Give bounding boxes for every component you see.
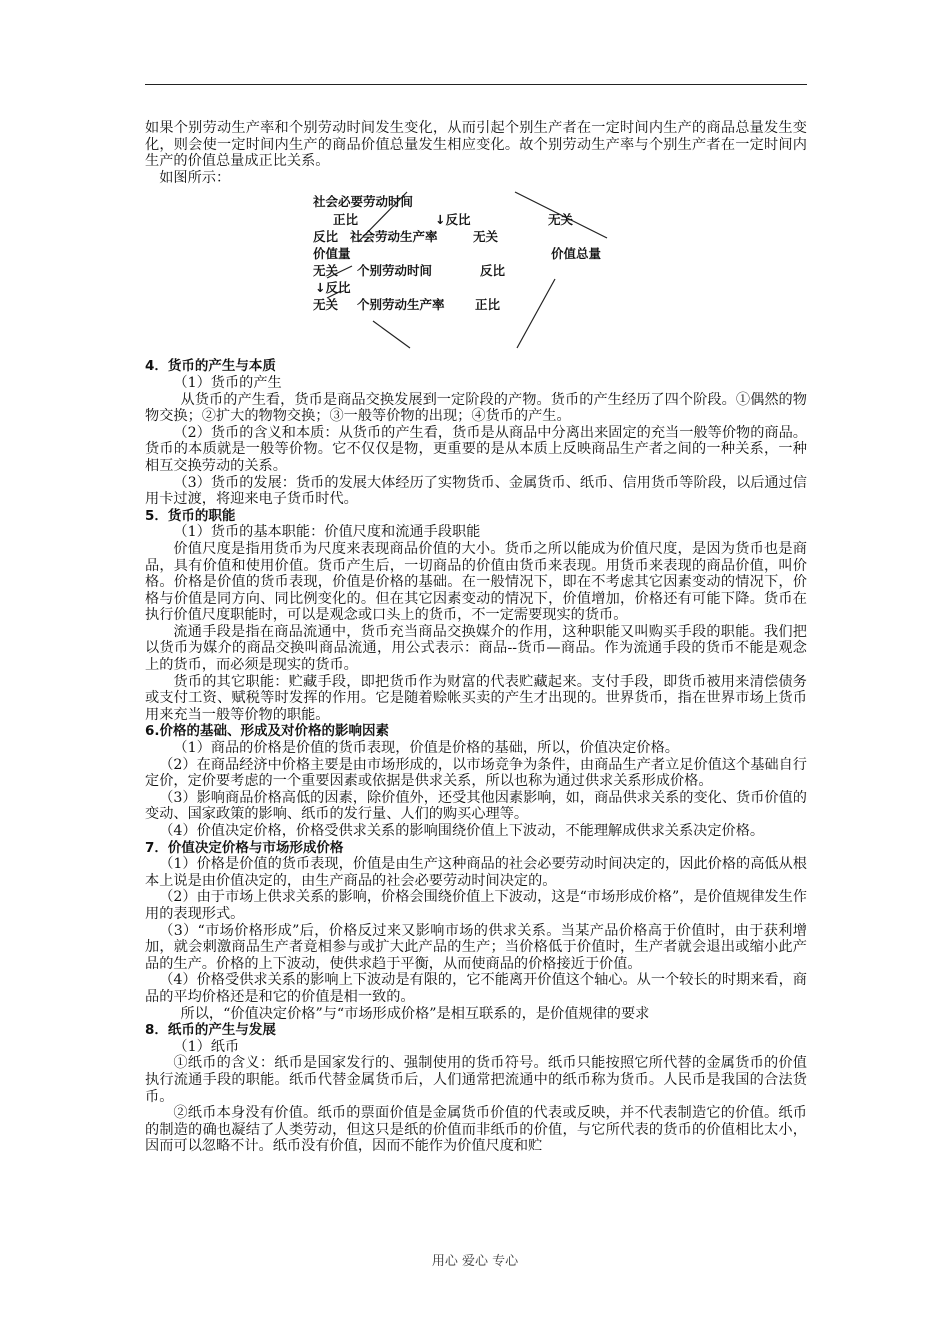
label-direct-proportion: 正比 — [333, 212, 359, 228]
section-5-heading: 5．货币的职能 — [145, 507, 236, 524]
section-6-heading: 6.价格的基础、形成及对价格的影响因素 — [145, 723, 390, 740]
section-7-paragraph: （2）由于市场上供求关系的影响，价格会围绕价值上下波动，这是“市场形成价格”，是价值规律发生作用的表现形式。 — [145, 889, 807, 922]
section-5-paragraph: 货币的其它职能：贮藏手段，即把货币作为财富的代表贮藏起来。支付手段，即货币被用来清偿债务或支付工资、赋税等时发挥的作用。它是随着赊帐买卖的产生才出现的。世界货币，指在世界市场上货币用来充当一般等价物的职能。 — [145, 673, 807, 723]
figure-caption: 如图所示： — [159, 169, 231, 186]
section-4-paragraph: 从货币的产生看，货币是商品交换发展到一定阶段的产物。货币的产生经历了四个阶段。①偶然的物物交换；②扩大的物物交换；③一般等价物的出现；④货币的产生。 — [145, 391, 807, 425]
section-7-paragraph: （4）价格受供求关系的影响上下波动是有限的，它不能离开价值这个轴心。从一个较长的时期来看，商品的平均价格还是和它的价值是相一致的。 — [145, 972, 807, 1005]
section-4-paragraph: （2）货币的含义和本质：从货币的产生看，货币是从商品中分离出来固定的充当一般等价物的商品。货币的本质就是一般等价物。它不仅仅是物，更重要的是从本质上反映商品生产者之间的一种关系，一种相互交换劳动的关系。 — [145, 424, 807, 474]
diagram-line — [517, 279, 555, 348]
section-8-paragraph: ①纸币的含义：纸币是国家发行的、强制使用的货币符号。纸币只能按照它所代替的金属货币的价值执行流通手段的职能。纸币代替金属货币后，人们通常把流通中的纸币称为货币。人民币是我国的合法货币。 — [145, 1055, 807, 1105]
intro-paragraph: 如果个别劳动生产率和个别劳动时间发生变化，从而引起个别生产者在一定时间内生产的商品总量发生变化，则会使一定时间内生产的商品价值总量发生相应变化。故个别劳动生产率与个别生产者在一定时间内生产的价值总量成正比关系。 — [145, 120, 807, 170]
section-7-paragraph: 所以，“价值决定价格”与“市场形成价格”是相互联系的，是价值规律的要求 — [180, 1005, 650, 1022]
header-rule — [145, 84, 807, 85]
section-7-paragraph: （1）价格是价值的货币表现，价值是由生产这种商品的社会必要劳动时间决定的，因此价格的高低从根本上说是由价值决定的，由生产商品的社会必要劳动时间决定的。 — [145, 856, 807, 889]
label-inverse-proportion: 反比 — [313, 229, 339, 245]
label-unrelated: 无关 — [313, 263, 339, 279]
node-individual-labor-productivity: 个别劳动生产率 — [357, 297, 445, 313]
section-5-paragraph: 流通手段是指在商品流通中，货币充当商品交换媒介的作用，这种职能又叫购买手段的职能。我们把以货币为媒介的商品交换叫商品流通，用公式表示：商品--货币—商品。作为流通手段的货币不能是观念上的货币，而必须是现实的货币。 — [145, 623, 807, 674]
section-6-paragraph: （2）在商品经济中价格主要是由市场形成的，以市场竞争为条件，由商品生产者立足价值这个基础自行定价，定价要考虑的一个重要因素或依据是供求关系，所以也称为通过供求关系形成价格。 — [145, 756, 807, 790]
section-8-subheading: （1）纸币 — [173, 1038, 240, 1055]
node-socially-necessary-labor-time: 社会必要劳动时间 — [313, 194, 414, 210]
section-6-paragraph: （3）影响商品价格高低的因素，除价值外，还受其他因素影响，如，商品供求关系的变化、货币价值的变动、国家政策的影响、纸币的发行量、人们的购买心理等。 — [145, 789, 807, 823]
page-footer: 用心 爱心 专心 — [431, 1254, 519, 1269]
label-inverse-proportion: 反比 — [480, 263, 506, 279]
node-total-value: 价值总量 — [551, 246, 602, 262]
document-body — [145, 120, 807, 1155]
section-4-heading: 4．货币的产生与本质 — [145, 358, 276, 375]
section-7-paragraph: （3）“市场价格形成”后，价格反过来又影响市场的供求关系。当某产品价格高于价值时，由于获利增加，就会刺激商品生产者竟相参与或扩大此产品的生产；当价格低于价值时，生产者就会退出或缩小此产品的生产。价格的上下波动，使供求趋于平衡，从而使商品的价格接近于价值。 — [145, 922, 807, 972]
node-social-labor-productivity: 社会劳动生产率 — [350, 229, 438, 245]
label-direct-proportion: 正比 — [475, 297, 501, 313]
label-unrelated: 无关 — [473, 229, 499, 245]
label-inverse-proportion: ↓反比 — [435, 212, 471, 228]
section-8-paragraph: ②纸币本身没有价值。纸币的票面价值是金属货币价值的代表或反映，并不代表制造它的价值。纸币的制造的确也凝结了人类劳动，但这只是纸的价值而非纸币的价值，与它所代表的货币的价值相比太小，因而可以忽略不计。纸币没有价值，因而不能作为价值尺度和贮 — [145, 1105, 807, 1155]
section-7-heading: 7．价值决定价格与市场形成价格 — [145, 839, 344, 856]
value-relation-diagram — [145, 186, 807, 358]
label-unrelated: 无关 — [313, 297, 339, 313]
diagram-lines — [145, 186, 807, 358]
section-6-paragraph: （1）商品的价格是价值的货币表现，价值是价格的基础，所以，价值决定价格。 — [173, 740, 679, 757]
section-5-subheading: （1）货币的基本职能：价值尺度和流通手段职能 — [173, 524, 481, 541]
label-unrelated: 无关 — [548, 212, 574, 228]
section-6-paragraph: （4）价值决定价格，价格受供求关系的影响围绕价值上下波动，不能理解成供求关系决定价格。 — [159, 823, 765, 839]
section-4-paragraph: （3）货币的发展：货币的发展大体经历了实物货币、金属货币、纸币、信用货币等阶段，以后通过信用卡过渡，将迎来电子货币时代。 — [145, 474, 807, 508]
diagram-line — [373, 321, 410, 348]
section-4-subheading: （1）货币的产生 — [173, 374, 282, 391]
label-inverse-proportion: ↓反比 — [315, 280, 351, 296]
section-5-paragraph: 价值尺度是指用货币为尺度来表现商品价值的大小。货币之所以能成为价值尺度，是因为货币也是商品，具有价值和使用价值。货币产生后，一切商品的价值由货币来表现。用货币来表现的商品价值，叫价格。价格是价值的货币表现，价值是价格的基础。在一般情况下，即在不考虑其它因素变动的情况下，价格与价值是同方向、同比例变化的。但在其它因素变动的情况下，价值增加，价格还有可能下降。货币在执行价值尺度职能时，可以是观念或口头上的货币，不一定需要现实的货币。 — [145, 540, 807, 624]
node-value-quantity: 价值量 — [313, 246, 351, 262]
node-individual-labor-time: 个别劳动时间 — [357, 263, 433, 279]
section-8-heading: 8．纸币的产生与发展 — [145, 1022, 276, 1039]
